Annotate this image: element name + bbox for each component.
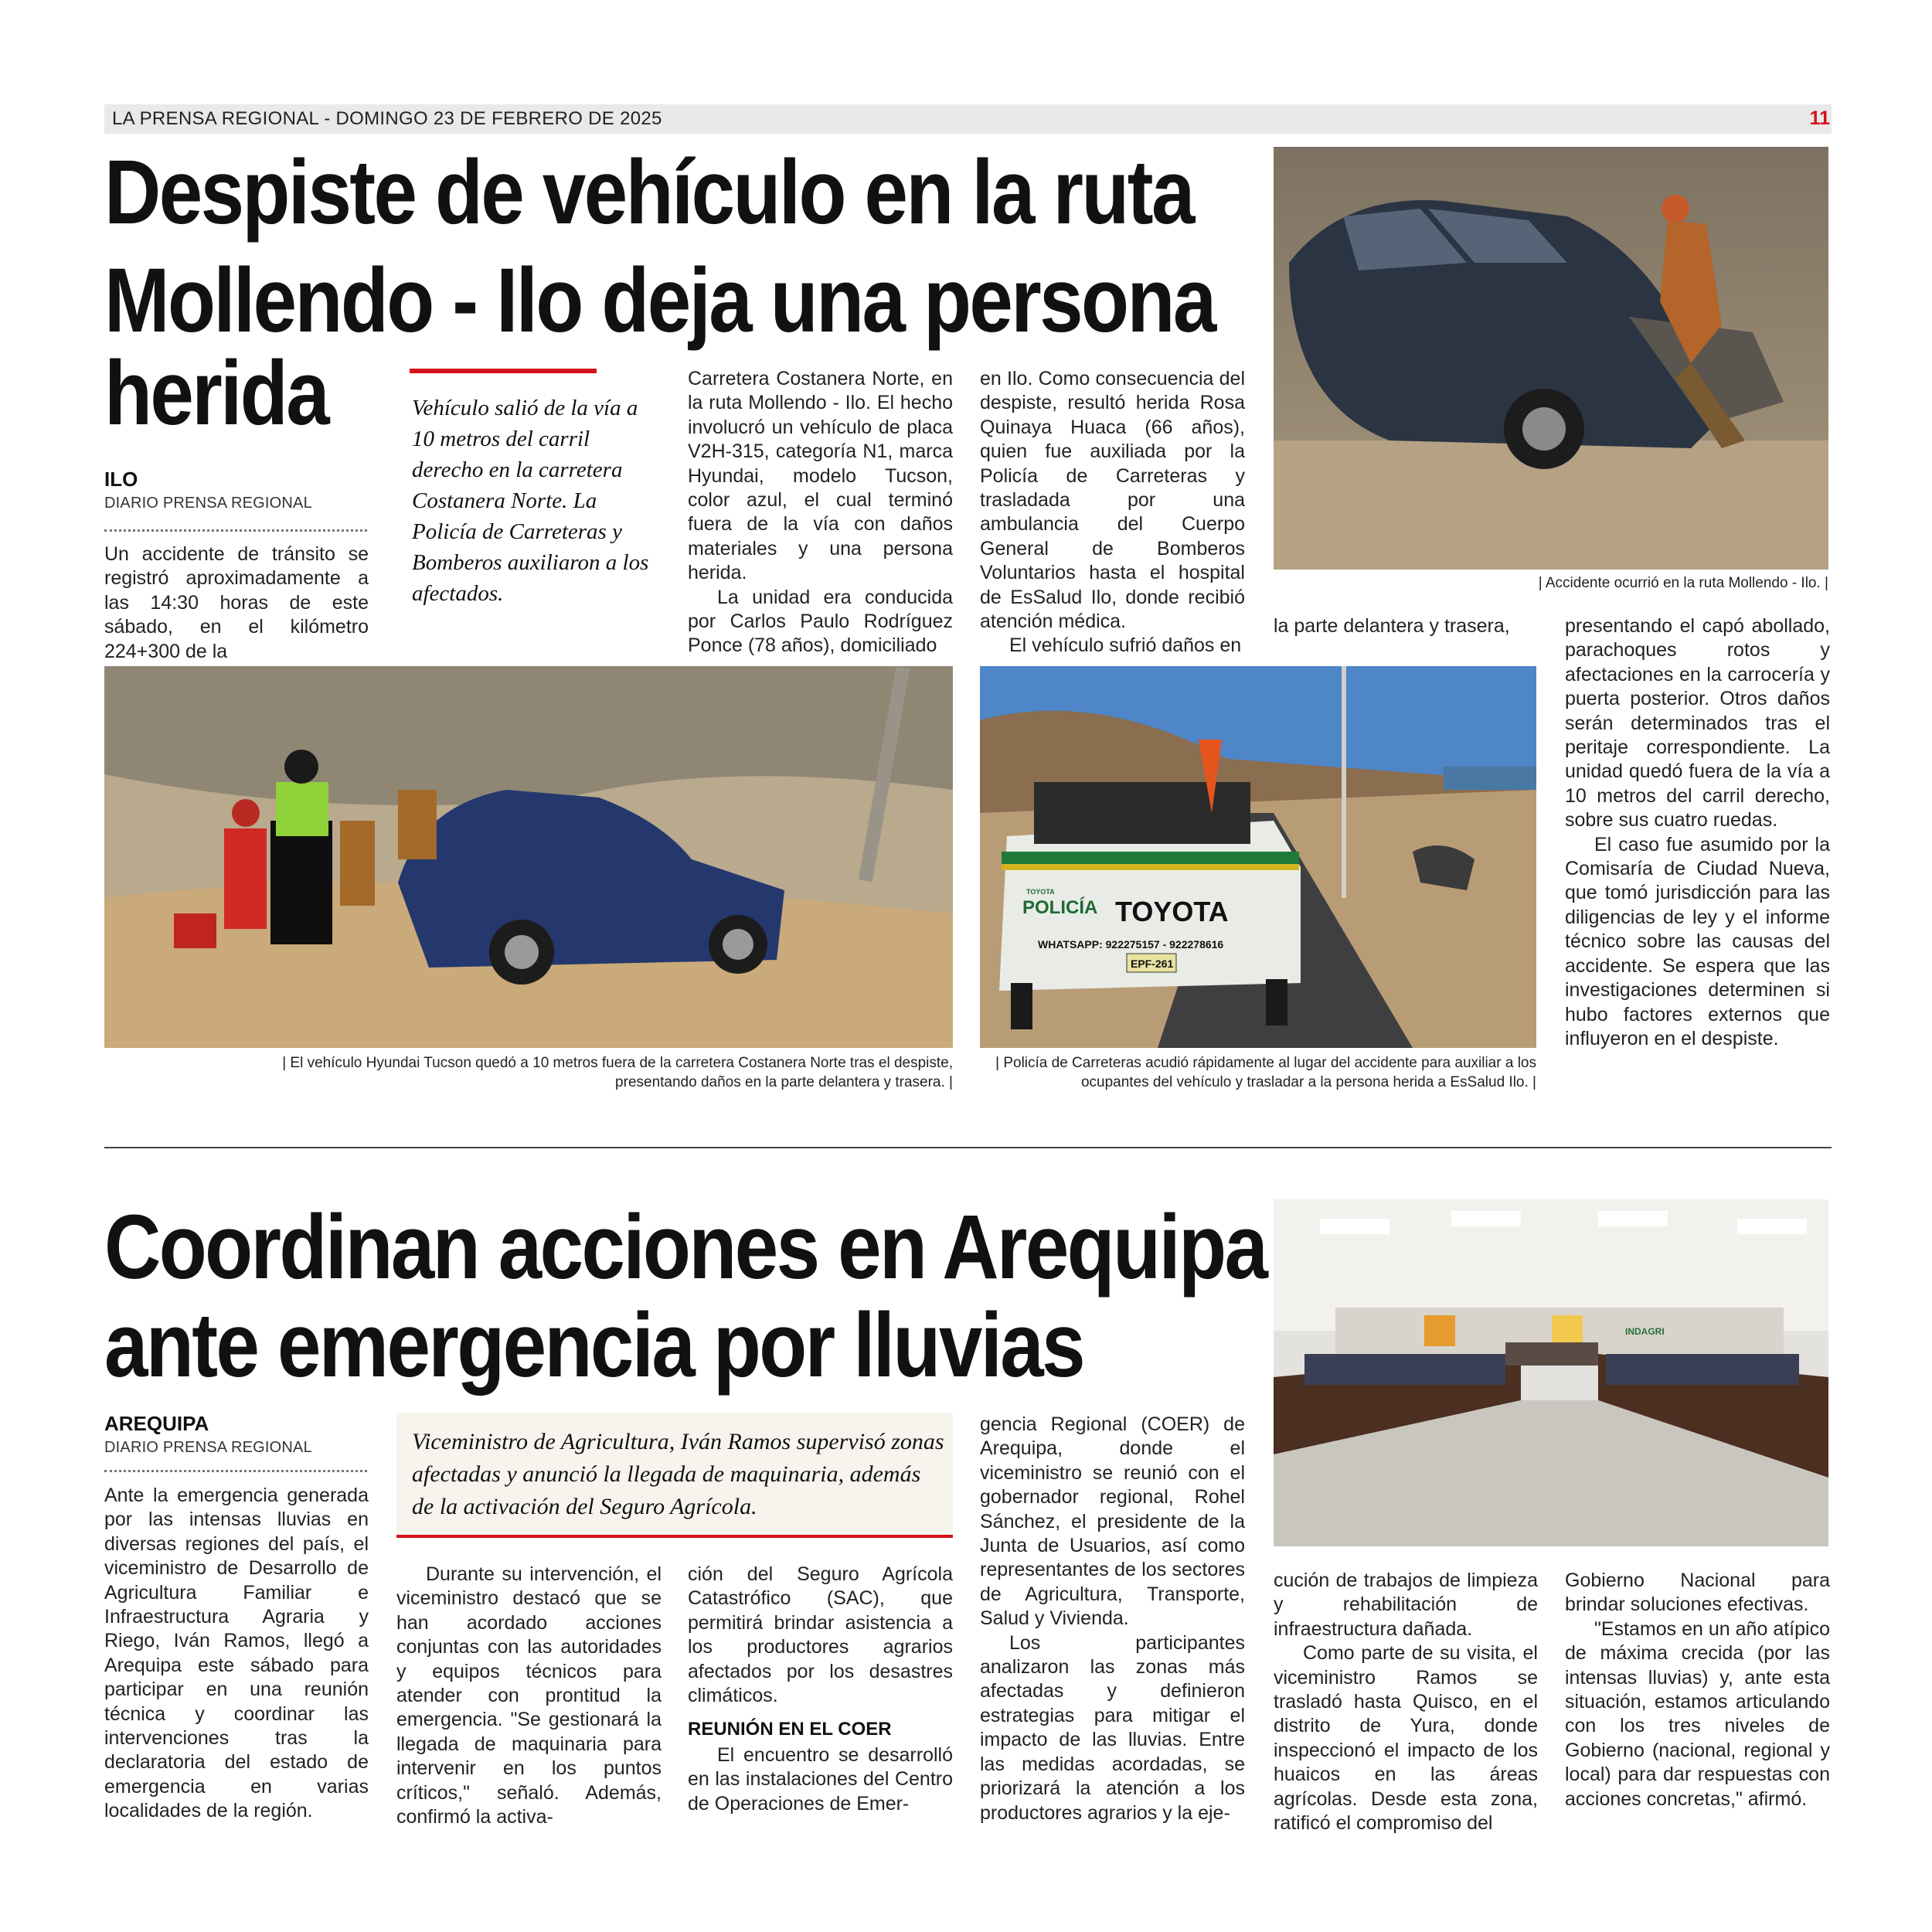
article2-deck-rule bbox=[396, 1535, 953, 1538]
article2-source: DIARIO PRENSA REGIONAL bbox=[104, 1439, 312, 1456]
photo-left-caption: | El vehículo Hyundai Tucson quedó a 10 metros fuera de la carretera Costanera Norte tras el despiste, presentando daños en la parte delantera y trasera. | bbox=[282, 1055, 953, 1090]
truck-whatsapp-label: WHATSAPP: 922275157 - 922278616 bbox=[1038, 938, 1224, 951]
article1-column6: presentando el capó abollado, parachoques rotos y afectaciones en la carrocería y puerta posterior. Otros daños serán determinados tras el peritaje correspondiente. La unidad quedó fuera de la vía a 10 metros del carril derecho, sobre sus cuatro ruedas. El caso fue asumido por la Comisaría de Ciudad Nueva, que tomó jurisdicción para las diligencias de ley y el informe técnico sobre las causas del accidente. Se espera que las investigaciones determinen si hubo factores externos que influyeron en el despiste. bbox=[1565, 615, 1830, 1049]
article1-location: ILO bbox=[104, 468, 138, 491]
article2-column5: cución de trabajos de limpieza y rehabilitación de infraestructura dañada. Como parte de su visita, el viceministro Ramos se trasladó hasta Quisco, en el distrito de Yura, donde inspeccionó el impacto de los huaicos en las áreas agrícolas. Desde esta zona, ratificó el compromiso del bbox=[1274, 1570, 1538, 1835]
article1-headline-line3: herida bbox=[104, 342, 328, 444]
photo-meeting-room bbox=[1274, 1199, 1828, 1546]
article2-dotted-divider bbox=[104, 1470, 367, 1472]
newspaper-date-line: LA PRENSA REGIONAL - DOMINGO 23 DE FEBRERO DE 2025 bbox=[112, 108, 662, 129]
section-divider bbox=[104, 1147, 1832, 1148]
truck-brand-small: TOYOTA bbox=[1026, 888, 1055, 896]
article2-subhead: REUNIÓN EN EL COER bbox=[688, 1719, 892, 1740]
article2-location: AREQUIPA bbox=[104, 1412, 209, 1435]
article1-dotted-divider bbox=[104, 529, 367, 532]
photo-suv-roadside-rescuers bbox=[104, 666, 953, 1048]
article2-column3: ción del Seguro Agrícola Catastrófico (SAC), que permitirá brindar asistencia a los productores agrarios afectados por los desastres climáticos. REUNIÓN EN EL COER El encuentro se desarrolló en las instalaciones del Centro de Operaciones de Emer- bbox=[688, 1563, 953, 1815]
article2-column6: Gobierno Nacional para brindar soluciones efectivas. "Estamos en un año atípico de máxima crecida (por las intensas lluvias) y, ante esta situación, estamos articulando con los tres niveles de Gobierno (nacional, regional y local) para dar respuestas con acciones concretas," afirmó. bbox=[1565, 1570, 1830, 1810]
article2-column2: Durante su intervención, el viceministro destacó que se han acordado acciones conjuntas con las autoridades y equipos técnicos para atender con prontitud la emergencia. "Se gestionará la llegada de maquinaria para intervenir en los puntos críticos," señaló. Además, confirmó la activa- bbox=[396, 1563, 662, 1828]
photo-top-caption: | Accidente ocurrió en la ruta Mollendo - Ilo. | bbox=[1538, 575, 1828, 591]
article1-column5: la parte delantera y trasera, bbox=[1274, 615, 1510, 637]
truck-toyota-label: TOYOTA bbox=[1115, 896, 1229, 927]
article1-source: DIARIO PRENSA REGIONAL bbox=[104, 495, 312, 512]
article1-column3: Carretera Costanera Norte, en la ruta Mollendo - Ilo. El hecho involucró un vehículo de placa V2H-315, categoría N1, marca Hyundai, modelo Tucson, color azul, el cual terminó fuera de la vía con daños materiales y una persona herida. La unidad era conducida por Carlos Paulo Rodríguez Ponce (78 años), domiciliado bbox=[688, 368, 953, 657]
article1-headline-line1: Despiste de vehículo en la ruta bbox=[104, 141, 1193, 243]
article1-deck-rule bbox=[410, 369, 597, 373]
article1-column1: Un accidente de tránsito se registró aproximadamente a las 14:30 horas de este sábado, en el kilómetro 224+300 de la bbox=[104, 543, 369, 662]
article1-column4: en Ilo. Como consecuencia del despiste, resultó herida Rosa Quinaya Huaca (66 años), quien fue auxiliada por la Policía de Carreteras y trasladada por una ambulancia del Cuerpo General de Bomberos Voluntarios hasta el hospital de EsSalud Ilo, donde recibió atención médica. El vehículo sufrió daños en bbox=[980, 368, 1245, 657]
article2-column1: Ante la emergencia generada por las intensas lluvias en diversas regiones del país, el viceministro de Desarrollo de Agricultura Familiar e Infraestructura Agraria y Riego, Iván Ramos, llegó a Arequipa este sábado para participar en una reunión técnica y coordinar las intervenciones tras la declaratoria del estado de emergencia en varias localidades de la región. bbox=[104, 1485, 369, 1822]
page-number: 11 bbox=[1809, 107, 1830, 129]
room-banner-text: INDAGRI bbox=[1625, 1326, 1665, 1337]
article2-column4: gencia Regional (COER) de Arequipa, donde el viceministro se reunió con el gobernador regional, Rohel Sánchez, el presidente de la Junta de Usuarios, así como representantes de los sectores de Agricultura, Transporte, Salud y Vivienda. Los participantes analizaron las zonas más afectadas y definieron estrategias para mitigar el impacto de las lluvias. Entre las medidas acordadas, se priorizará la atención a los productores agrarios y la eje- bbox=[980, 1413, 1245, 1824]
article2-headline-line1: Coordinan acciones en Arequipa bbox=[104, 1196, 1267, 1298]
article1-headline-line2: Mollendo - Ilo deja una persona bbox=[104, 250, 1215, 352]
truck-plate: EPF-261 bbox=[1131, 957, 1174, 970]
article2-headline-line2: ante emergencia por lluvias bbox=[104, 1294, 1084, 1396]
truck-policia-label: POLICÍA bbox=[1022, 897, 1098, 918]
photo-police-pickup bbox=[980, 666, 1536, 1048]
photo-damaged-suv-firefighter bbox=[1274, 147, 1828, 570]
article2-deck: Viceministro de Agricultura, Iván Ramos supervisó zonas afectadas y anunció la llegada de maquinaria, además de la activación del Seguro Agrícola. bbox=[412, 1429, 944, 1519]
photo-mid-caption: | Policía de Carreteras acudió rápidamente al lugar del accidente para auxiliar a los ocupantes del vehículo y trasladar a la persona herida a EsSalud Ilo. | bbox=[995, 1055, 1536, 1090]
article1-deck: Vehículo salió de la vía a 10 metros del carril derecho en la carretera Costanera Norte. La Policía de Carreteras y Bomberos auxiliaron a los afectados. bbox=[412, 396, 649, 606]
